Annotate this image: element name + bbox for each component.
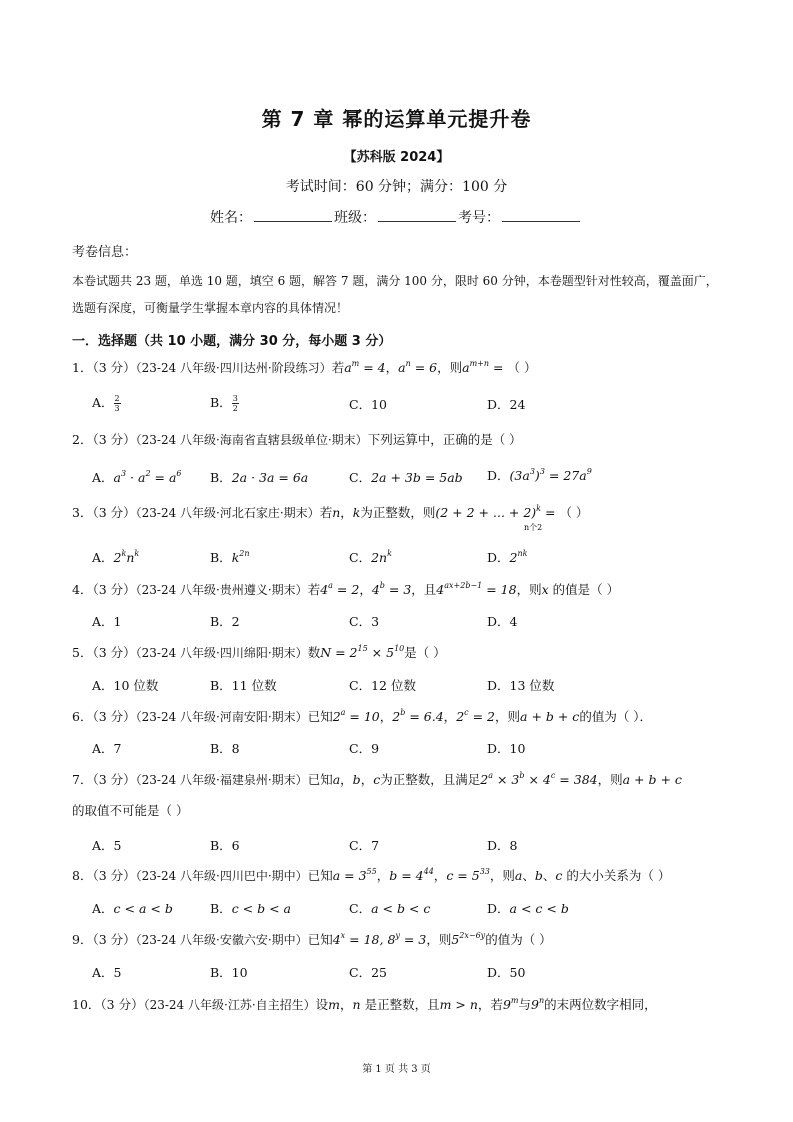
question-3: 3．（3 分）（23-24 八年级·河北石家庄·期末）若n，k为正整数，则(2 + 2 + ... + 2)$^k$ = （ ） <box>72 504 589 520</box>
question-7-line2: 的取值不可能是（ ） <box>72 803 189 818</box>
q9-option-b[interactable]: B．10 <box>210 965 248 980</box>
question-4: 4．（3 分）（23-24 八年级·贵州遵义·期末）若$4^a = 2$，$4^b = 3$，且$4^{ax+2b-1} = 18$，则x 的值是（ ） <box>72 581 620 597</box>
q4-option-c[interactable]: C．3 <box>349 614 380 629</box>
q9-option-a[interactable]: A．5 <box>92 965 122 980</box>
q9-option-d[interactable]: D．50 <box>487 965 526 980</box>
q6-option-d[interactable]: D．10 <box>487 741 526 756</box>
q7-option-b[interactable]: B．6 <box>210 838 240 853</box>
question-9: 9．（3 分）（23-24 八年级·安徽六安·期中）已知$4^x = 18$, $8^y = 3$，则$5^{2x-6y}$的值为（ ） <box>72 931 552 947</box>
q4-option-d[interactable]: D．4 <box>487 614 518 629</box>
class-label: 班级： <box>334 210 376 226</box>
id-label: 考号： <box>458 210 500 226</box>
q5-option-b[interactable]: B．11 位数 <box>210 678 277 693</box>
intro-text: 本卷试题共 23 题，单选 10 题，填空 6 题，解答 7 题，满分 100 分，限时 60 分钟，本卷题型针对性较高，覆盖面广，选题有深度，可衡量学生掌握本章内容的具体情况！ <box>72 274 718 315</box>
q1-option-a[interactable]: A． $\frac{2}{3}$ <box>92 394 120 413</box>
q6-option-b[interactable]: B．8 <box>210 741 240 756</box>
q1-option-c[interactable]: C．10 <box>349 397 387 412</box>
q3-option-c[interactable]: C．$2n^k$ <box>349 549 392 565</box>
q6-option-c[interactable]: C．9 <box>349 741 380 756</box>
q4-option-a[interactable]: A．1 <box>92 614 122 629</box>
q5-option-c[interactable]: C．12 位数 <box>349 678 416 693</box>
q2-option-c[interactable]: C．2a + 3b = 5ab <box>349 470 463 485</box>
q8-option-d[interactable]: D．a < c < b <box>487 901 569 916</box>
student-fields <box>210 207 582 227</box>
page-footer: 第 1 页 共 3 页 <box>362 1064 431 1075</box>
class-blank[interactable] <box>378 209 456 222</box>
q6-option-a[interactable]: A．7 <box>92 741 122 756</box>
id-blank[interactable] <box>502 209 580 222</box>
exam-info: 考试时间：60 分钟；满分：100 分 <box>285 179 508 195</box>
question-2: 2．（3 分）（23-24 八年级·海南省直辖县级单位·期末）下列运算中，正确的是（ ） <box>72 432 522 447</box>
q5-option-a[interactable]: A．10 位数 <box>92 678 159 693</box>
q1-option-b[interactable]: B． $\frac{3}{2}$ <box>210 394 238 413</box>
edition-label: 【苏科版 2024】 <box>343 150 450 165</box>
q2-option-d[interactable]: D．$(3a^3)^3 = 27a^9$ <box>487 467 592 483</box>
question-7: 7．（3 分）（23-24 八年级·福建泉州·期末）已知a，b，c为正整数，且满足$2^a \times 3^b \times 4^c = 384$，则a + b + c <box>72 771 682 787</box>
q3-option-b[interactable]: B．$k^{2n}$ <box>210 549 250 565</box>
q4-option-b[interactable]: B．2 <box>210 614 240 629</box>
name-label: 姓名： <box>210 210 252 226</box>
page-title: 第 7 章 幂的运算单元提升卷 <box>261 107 532 131</box>
q1-option-d[interactable]: D．24 <box>487 397 526 412</box>
q7-option-c[interactable]: C．7 <box>349 838 380 853</box>
question-10: 10．（3 分）（23-24 八年级·江苏·自主招生）设m，n 是正整数，且m > n，若9$^m$与9$^n$的末两位数字相同， <box>72 996 657 1012</box>
intro-label: 考卷信息： <box>72 245 138 260</box>
q7-option-a[interactable]: A．5 <box>92 838 122 853</box>
q8-option-b[interactable]: B．c < b < a <box>210 901 291 916</box>
q3-option-d[interactable]: D．$2^{nk}$ <box>487 549 528 565</box>
name-blank[interactable] <box>254 209 332 222</box>
question-1: 1．（3 分）（23-24 八年级·四川达州·阶段练习）若$a^m = 4$，$a^n = 6$，则$a^{m+n}$ = （ ） <box>72 359 537 375</box>
section-title: 一．选择题（共 10 小题，满分 30 分，每小题 3 分） <box>72 334 392 349</box>
question-8: 8．（3 分）（23-24 八年级·四川巴中·期中）已知$a = 3^{55}$，$b = 4^{44}$，$c = 5^{33}$，则a、b、c 的大小关系为（ ） <box>72 867 671 883</box>
question-6: 6．（3 分）（23-24 八年级·河南安阳·期末）已知$2^a = 10$，$2^b = 6.4$，$2^c = 2$，则a + b + c的值为（ ）． <box>72 708 653 724</box>
q2-option-b[interactable]: B．2a · 3a = 6a <box>210 470 309 485</box>
q3-option-a[interactable]: A．$2^kn^k$ <box>92 549 140 565</box>
q5-option-d[interactable]: D．13 位数 <box>487 678 555 693</box>
q9-option-c[interactable]: C．25 <box>349 965 387 980</box>
q2-option-a[interactable]: A．$a^3 \cdot a^2 = a^6$ <box>92 469 182 485</box>
q3-brace-label: n个2 <box>524 523 543 532</box>
question-5: 5．（3 分）（23-24 八年级·四川绵阳·期末）数$N = 2^{15} \times 5^{10}$是（ ） <box>72 644 446 660</box>
q7-option-d[interactable]: D．8 <box>487 838 518 853</box>
q8-option-c[interactable]: C．a < b < c <box>349 901 431 916</box>
q8-option-a[interactable]: A．c < a < b <box>92 901 173 916</box>
